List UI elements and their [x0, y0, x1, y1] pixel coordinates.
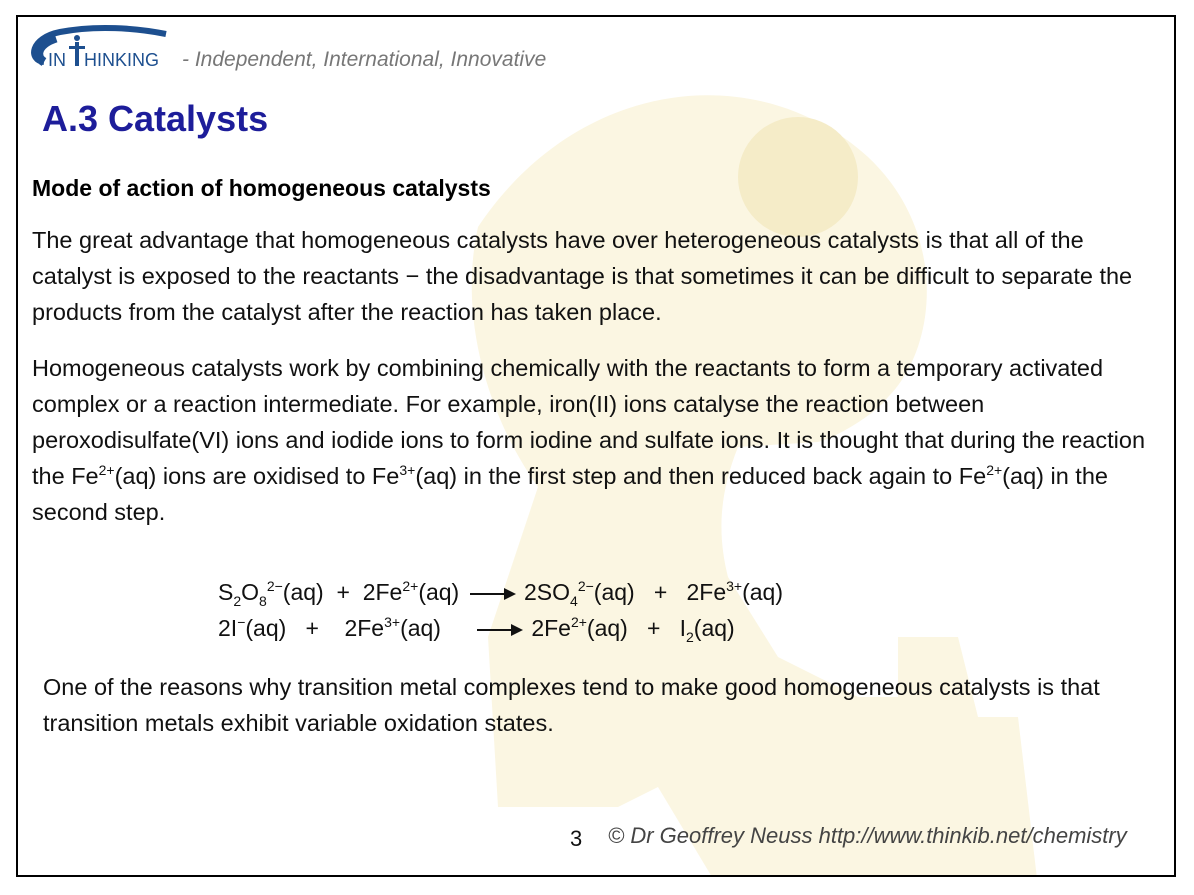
paragraph-1: The great advantage that homogeneous catalysts have over heterogeneous catalysts is that all of the catalyst is exposed to the reactants − the disadvantage is that sometimes it can be difficult to separate the products from the catalyst after the reaction has taken place. — [32, 227, 1133, 325]
reaction-arrow-icon — [473, 622, 525, 638]
subheading: Mode of action of homogeneous catalysts — [32, 175, 491, 201]
logo-figure-icon — [69, 35, 85, 66]
page-number: 3 — [570, 826, 583, 851]
paragraph-3: One of the reasons why transition metal complexes tend to make good homogeneous catalysts is that transition metals exhibit variable oxidation states. — [43, 674, 1100, 736]
paragraph-2: Homogeneous catalysts work by combining chemically with the reactants to form a temporary activated complex or a reaction intermediate. For example, iron(II) ions catalyse the reaction between peroxodisulfate(VI) ions and iodide ions to form iodine and sulfate ions. It is thought that during the reaction the $Fe^{2+}(aq)$ ions are oxidised to $Fe^{3+}(aq)$ in the first step and then reduced back again to $Fe^{2+}(aq)$ in the second step. — [32, 355, 1146, 525]
header — [16, 20, 716, 70]
tagline: - Independent, International, Innovative — [182, 48, 547, 71]
inthinking-logo — [16, 20, 186, 70]
equation-2: 2I−(aq) + $2Fe^{3+}(aq)$ $2Fe^{2+}(aq)$ + $I_2(aq)$ — [218, 614, 735, 645]
logo-text-in: IN — [48, 50, 66, 70]
reaction-arrow-icon — [466, 586, 518, 602]
logo-text-hinking: HINKING — [84, 50, 160, 70]
slide-title: A.3 Catalysts — [42, 98, 269, 139]
copyright-notice: © Dr Geoffrey Neuss http://www.thinkib.net/chemistry — [608, 823, 1127, 848]
equation-1: $S_2O_8^{2-}(aq) + 2Fe^{2+}(aq)$ $2SO_4^{2-}(aq)$ + $2Fe^{3+}(aq)$ — [218, 578, 783, 609]
